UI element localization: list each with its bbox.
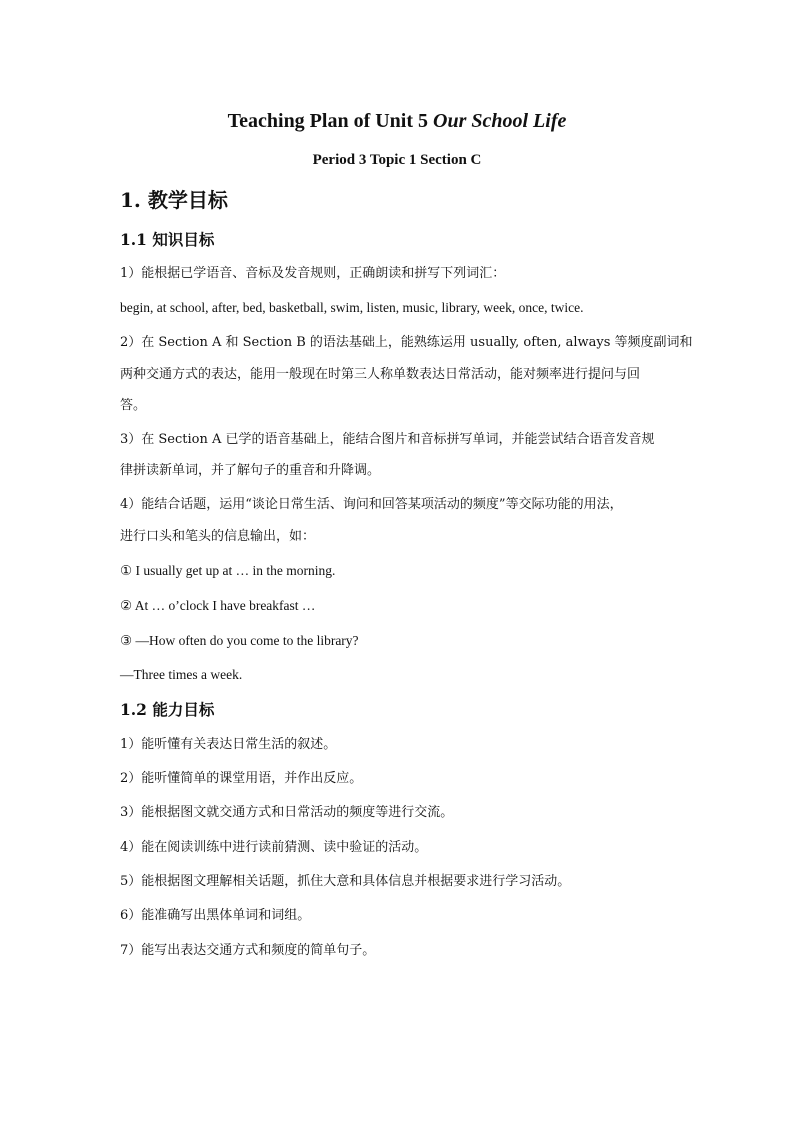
- knowledge-line: 2）在 Section A 和 Section B 的语法基础上，能熟练运用 usually, often, always 等频度副词和: [120, 335, 693, 350]
- ability-line: 1）能听懂有关表达日常生活的叙述。: [120, 737, 337, 752]
- knowledge-line: begin, at school, after, bed, basketball, swim, listen, music, library, week, once, twice.: [120, 300, 584, 315]
- knowledge-line: 4）能结合话题，运用“谈论日常生活、询问和回答某项活动的频度”等交际功能的用法，: [120, 497, 623, 512]
- ability-line: 5）能根据图文理解相关话题，抓住大意和具体信息并根据要求进行学习活动。: [120, 874, 571, 889]
- ability-line: 6）能准确写出黑体单词和词组。: [120, 908, 311, 923]
- knowledge-line: 两种交通方式的表达，能用一般现在时第三人称单数表达日常活动，能对频率进行提问与回: [120, 367, 641, 382]
- example-line: —Three times a week.: [120, 667, 243, 682]
- section-heading-teaching-goals: 1. 教学目标: [120, 188, 228, 212]
- knowledge-line: 进行口头和笔头的信息输出，如：: [120, 529, 316, 544]
- knowledge-line: 律拼读新单词，并了解句子的重音和升降调。: [120, 463, 381, 478]
- knowledge-line: 1）能根据已学语音、音标及发音规则，正确朗读和拼写下列词汇：: [120, 266, 506, 281]
- knowledge-line: 答。: [120, 398, 147, 413]
- knowledge-line: 3）在 Section A 已学的语音基础上，能结合图片和音标拼写单词，并能尝试结合语音发音规: [120, 432, 655, 447]
- subsection-heading-ability: 1.2 能力目标: [120, 700, 215, 719]
- title-italic: Our School Life: [433, 110, 567, 132]
- ability-line: 7）能写出表达交通方式和频度的简单句子。: [120, 943, 376, 958]
- ability-line: 3）能根据图文就交通方式和日常活动的频度等进行交流。: [120, 805, 454, 820]
- ability-line: 2）能听懂简单的课堂用语，并作出反应。: [120, 771, 363, 786]
- subsection-heading-knowledge: 1.1 知识目标: [120, 230, 215, 249]
- example-line: ② At … o’clock I have breakfast …: [120, 598, 316, 613]
- example-line: ① I usually get up at … in the morning.: [120, 563, 336, 578]
- document-title: [0, 108, 794, 134]
- title-main: Teaching Plan of Unit 5: [227, 110, 434, 132]
- ability-line: 4）能在阅读训练中进行读前猜测、读中验证的活动。: [120, 840, 428, 855]
- example-line: ③ —How often do you come to the library?: [120, 633, 359, 648]
- document-subtitle: Period 3 Topic 1 Section C: [312, 152, 482, 168]
